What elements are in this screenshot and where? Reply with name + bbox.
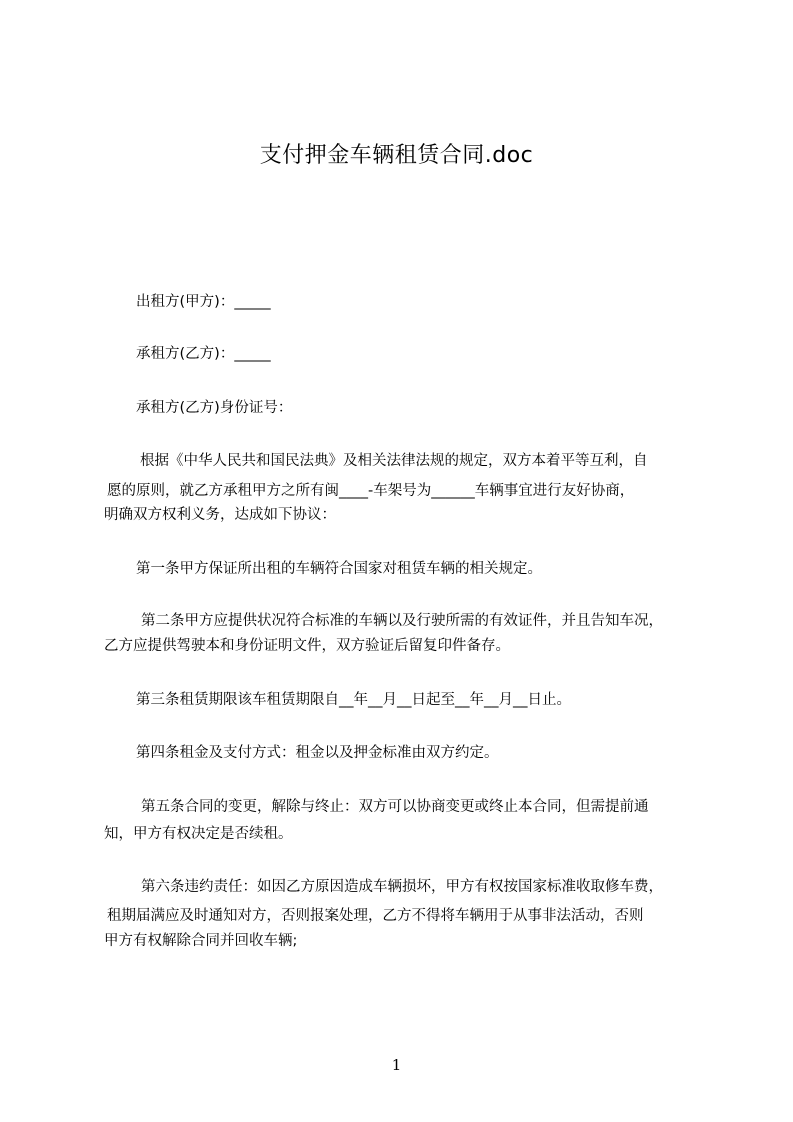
page-number: 1 [391, 1056, 402, 1074]
intro-paragraph-line: 明确双方权利义务，达成如下协议： [104, 507, 336, 523]
lessee-field: 承租方(乙方)：_____ [136, 346, 271, 362]
article-2-line: 乙方应提供驾驶本和身份证明文件，双方验证后留复印件备存。 [104, 638, 510, 654]
article-5-line: 第五条合同的变更，解除与终止：双方可以协商变更或终止本合同，但需提前通 [141, 799, 649, 815]
article-6-line: 第六条违约责任：如因乙方原因造成车辆损坏，甲方有权按国家标准收取修车费， [141, 879, 663, 895]
article-3-line: 第三条租赁期限该车租赁期限自__年__月__日起至__年__月__日止。 [136, 692, 571, 708]
lessee-id-field: 承租方(乙方)身份证号： [136, 400, 293, 416]
lessor-field: 出租方(甲方)：_____ [136, 294, 271, 310]
intro-paragraph-line: 根据《中华人民共和国民法典》及相关法律法规的规定，双方本着平等互利，自 [140, 453, 648, 469]
article-5-line: 知，甲方有权决定是否续租。 [104, 826, 293, 842]
article-4-line: 第四条租金及支付方式：租金以及押金标准由双方约定。 [136, 745, 499, 761]
intro-paragraph-line: 愿的原则，就乙方承租甲方之所有闽____-车架号为______车辆事宜进行友好协商， [107, 483, 635, 499]
document-title: 支付押金车辆租赁合同.doc [259, 143, 534, 168]
article-6-line: 甲方有权解除合同并回收车辆; [104, 933, 298, 949]
article-1-line: 第一条甲方保证所出租的车辆符合国家对租赁车辆的相关规定。 [136, 561, 542, 577]
article-2-line: 第二条甲方应提供状况符合标准的车辆以及行驶所需的有效证件，并且告知车况， [141, 613, 663, 629]
article-6-line: 租期届满应及时通知对方，否则报案处理，乙方不得将车辆用于从事非法活动，否则 [107, 908, 644, 924]
